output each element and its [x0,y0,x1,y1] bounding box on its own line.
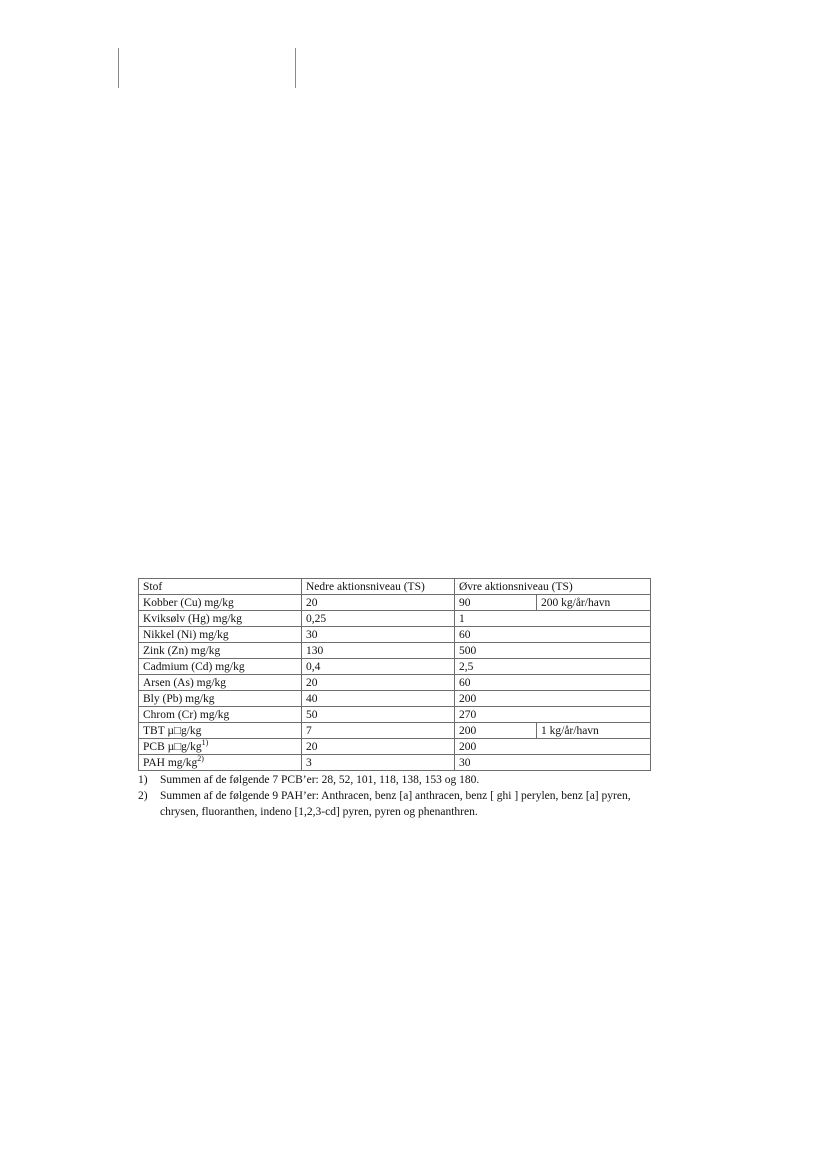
cell-ovre: 30 [455,755,651,771]
cell-ovre: 60 [455,675,651,691]
cell-stof [139,595,302,611]
table-row [139,595,651,611]
footnote-number: 2) [138,790,148,802]
cell-stof [139,739,302,755]
cell-stof [139,707,302,723]
cell-nedre: 0,25 [302,611,455,627]
stof-label: Kobber (Cu) mg/kg [143,596,234,609]
cell-stof [139,755,302,771]
footnote [138,772,668,788]
cell-ovre: 200 [455,691,651,707]
cell-extra: 200 kg/år/havn [537,595,651,611]
table-row [139,707,651,723]
cell-ovre: 270 [455,707,651,723]
cell-ovre: 200 [455,723,537,739]
cell-nedre: 7 [302,723,455,739]
cell-stof [139,723,302,739]
footnote-number: 1) [138,774,148,786]
footnotes [138,772,668,820]
cell-ovre: 200 [455,739,651,755]
table-row [139,659,651,675]
cell-extra: 1 kg/år/havn [537,723,651,739]
cell-ovre: 60 [455,627,651,643]
cell-nedre: 20 [302,595,455,611]
cell-nedre: 40 [302,691,455,707]
stof-label: PCB µ□g/kg [143,740,202,753]
header-ovre: Øvre aktionsniveau (TS) [455,579,651,595]
header-rule-right [295,48,296,88]
cell-ovre: 90 [455,595,537,611]
cell-nedre: 20 [302,675,455,691]
footnote-text: Summen af de følgende 7 PCB’er: 28, 52, 101, 118, 138, 153 og 180. [160,774,480,786]
stof-label: Nikkel (Ni) mg/kg [143,628,229,641]
table-row [139,723,651,739]
stof-label: PAH mg/kg [143,756,198,769]
cell-nedre: 130 [302,643,455,659]
footnote-text: Summen af de følgende 9 PAH’er: Anthracen, benz [a] anthracen, benz [ ghi ] perylen, benz [a] pyren, chrysen, fluoranthen, indeno [1,2,3-cd] pyren, pyren og phenanthren. [160,790,631,818]
table-row [139,755,651,771]
stof-label: Kviksølv (Hg) mg/kg [143,612,243,625]
header-stof: Stof [139,579,302,595]
cell-stof [139,627,302,643]
cell-nedre: 30 [302,627,455,643]
cell-ovre: 2,5 [455,659,651,675]
cell-stof [139,691,302,707]
stof-label: Arsen (As) mg/kg [143,676,227,689]
table-row [139,675,651,691]
table-row [139,611,651,627]
cell-stof [139,611,302,627]
footnote-marker: 2) [197,754,204,763]
stof-label: Zink (Zn) mg/kg [143,644,221,657]
cell-stof [139,643,302,659]
cell-ovre: 1 [455,611,651,627]
cell-ovre: 500 [455,643,651,659]
header-nedre: Nedre aktionsniveau (TS) [302,579,455,595]
cell-nedre: 0,4 [302,659,455,675]
footnote [138,788,668,820]
footnote-marker: 1) [201,738,209,747]
table-row [139,739,651,755]
stof-label: TBT µ□g/kg [143,724,202,737]
stof-label: Cadmium (Cd) mg/kg [143,660,245,673]
cell-stof [139,675,302,691]
table-row [139,643,651,659]
cell-nedre: 50 [302,707,455,723]
cell-stof [139,659,302,675]
table-header-row [139,579,651,595]
action-levels-table [138,578,651,771]
table-row [139,627,651,643]
header-rule-left [118,48,119,88]
stof-label: Bly (Pb) mg/kg [143,692,215,705]
cell-nedre: 3 [302,755,455,771]
cell-nedre: 20 [302,739,455,755]
action-levels-table-container [138,578,650,771]
stof-label: Chrom (Cr) mg/kg [143,708,230,721]
table-row [139,691,651,707]
